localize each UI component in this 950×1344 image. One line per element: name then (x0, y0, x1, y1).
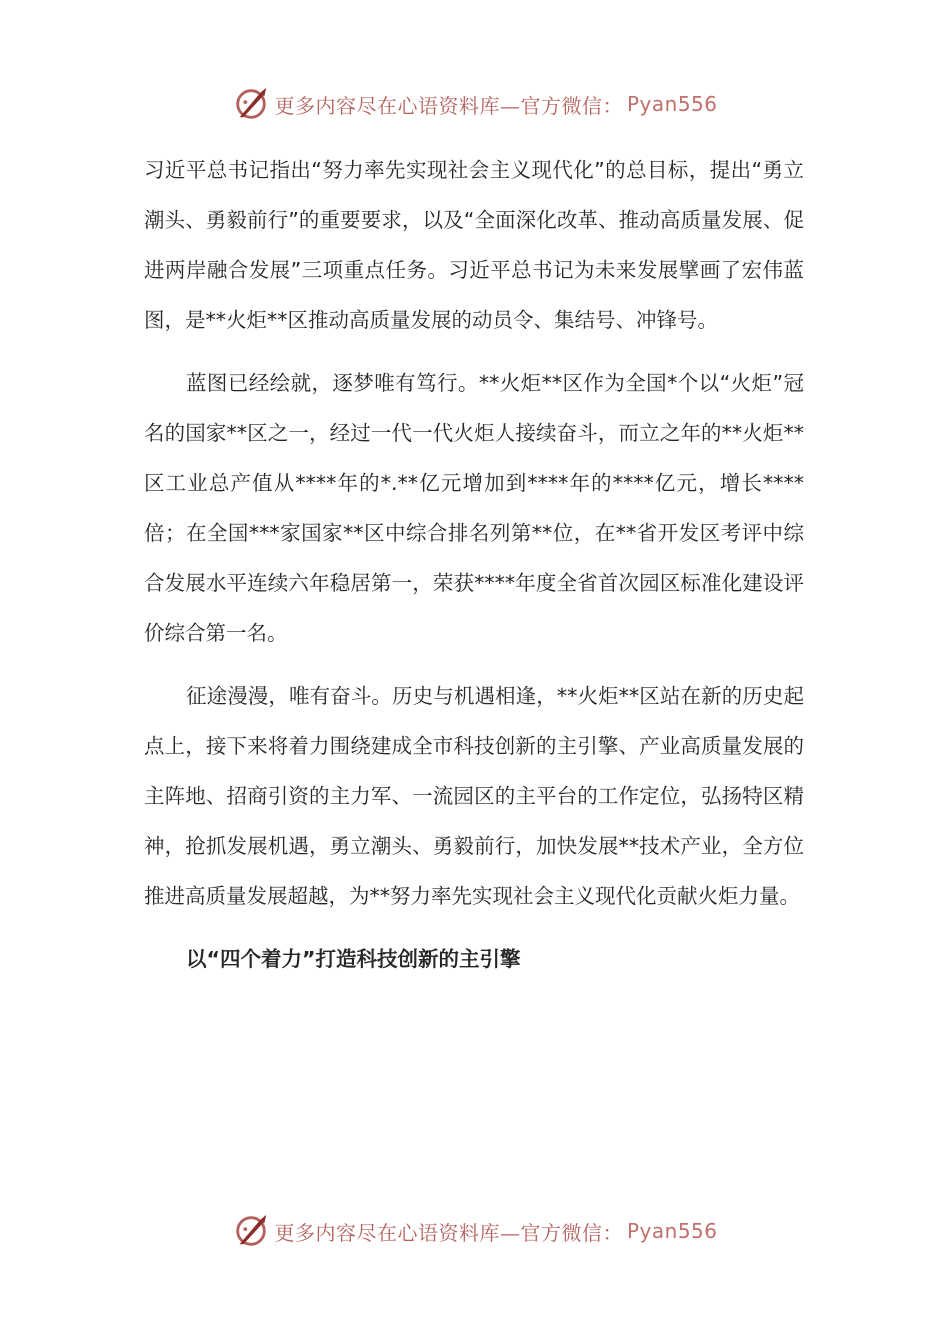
quill-pen-logo-icon (232, 85, 270, 123)
paragraph-1: 习近平总书记指出“努力率先实现社会主义现代化”的总目标，提出“勇立潮头、勇毅前行”的重要要求，以及“全面深化改革、推动高质量发展、促进两岸融合发展”三项重点任务。习近平总书记为未来发展擘画了宏伟蓝图，是**火炬**区推动高质量发展的动员令、集结号、冲锋号。 (144, 158, 804, 332)
quill-pen-logo-icon (232, 1212, 270, 1250)
header-watermark (0, 84, 950, 124)
paragraph-3: 征途漫漫，唯有奋斗。历史与机遇相逢，**火炬**区站在新的历史起点上，接下来将着力围绕建成全市科技创新的主引擎、产业高质量发展的主阵地、招商引资的主力军、一流园区的主平台的工作定位，弘扬特区精神，抢抓发展机遇，勇立潮头、勇毅前行，加快发展**技术产业，全方位推进高质量发展超越，为**努力率先实现社会主义现代化贡献火炬力量。 (144, 684, 804, 908)
footer-watermark (0, 1211, 950, 1251)
section-heading: 以“四个着力”打造科技创新的主引擎 (186, 947, 521, 971)
paragraph-2: 蓝图已经绘就，逐梦唯有笃行。**火炬**区作为全国*个以“火炬”冠名的国家**区之一，经过一代一代火炬人接续奋斗，而立之年的**火炬**区工业总产值从****年的*.**亿元增加到****年的****亿元，增长****倍；在全国***家国家**区中综合排名列第**位，在**省开发区考评中综合发展水平连续六年稳居第一，荣获****年度全省首次园区标准化建设评价综合第一名。 (144, 371, 804, 645)
document-body (144, 145, 804, 984)
watermark-brand: Pyan556 (626, 92, 718, 116)
watermark-text: 更多内容尽在心语资料库—官方微信： (274, 1220, 623, 1245)
watermark-brand: Pyan556 (626, 1219, 718, 1243)
watermark-text: 更多内容尽在心语资料库—官方微信： (274, 93, 623, 118)
